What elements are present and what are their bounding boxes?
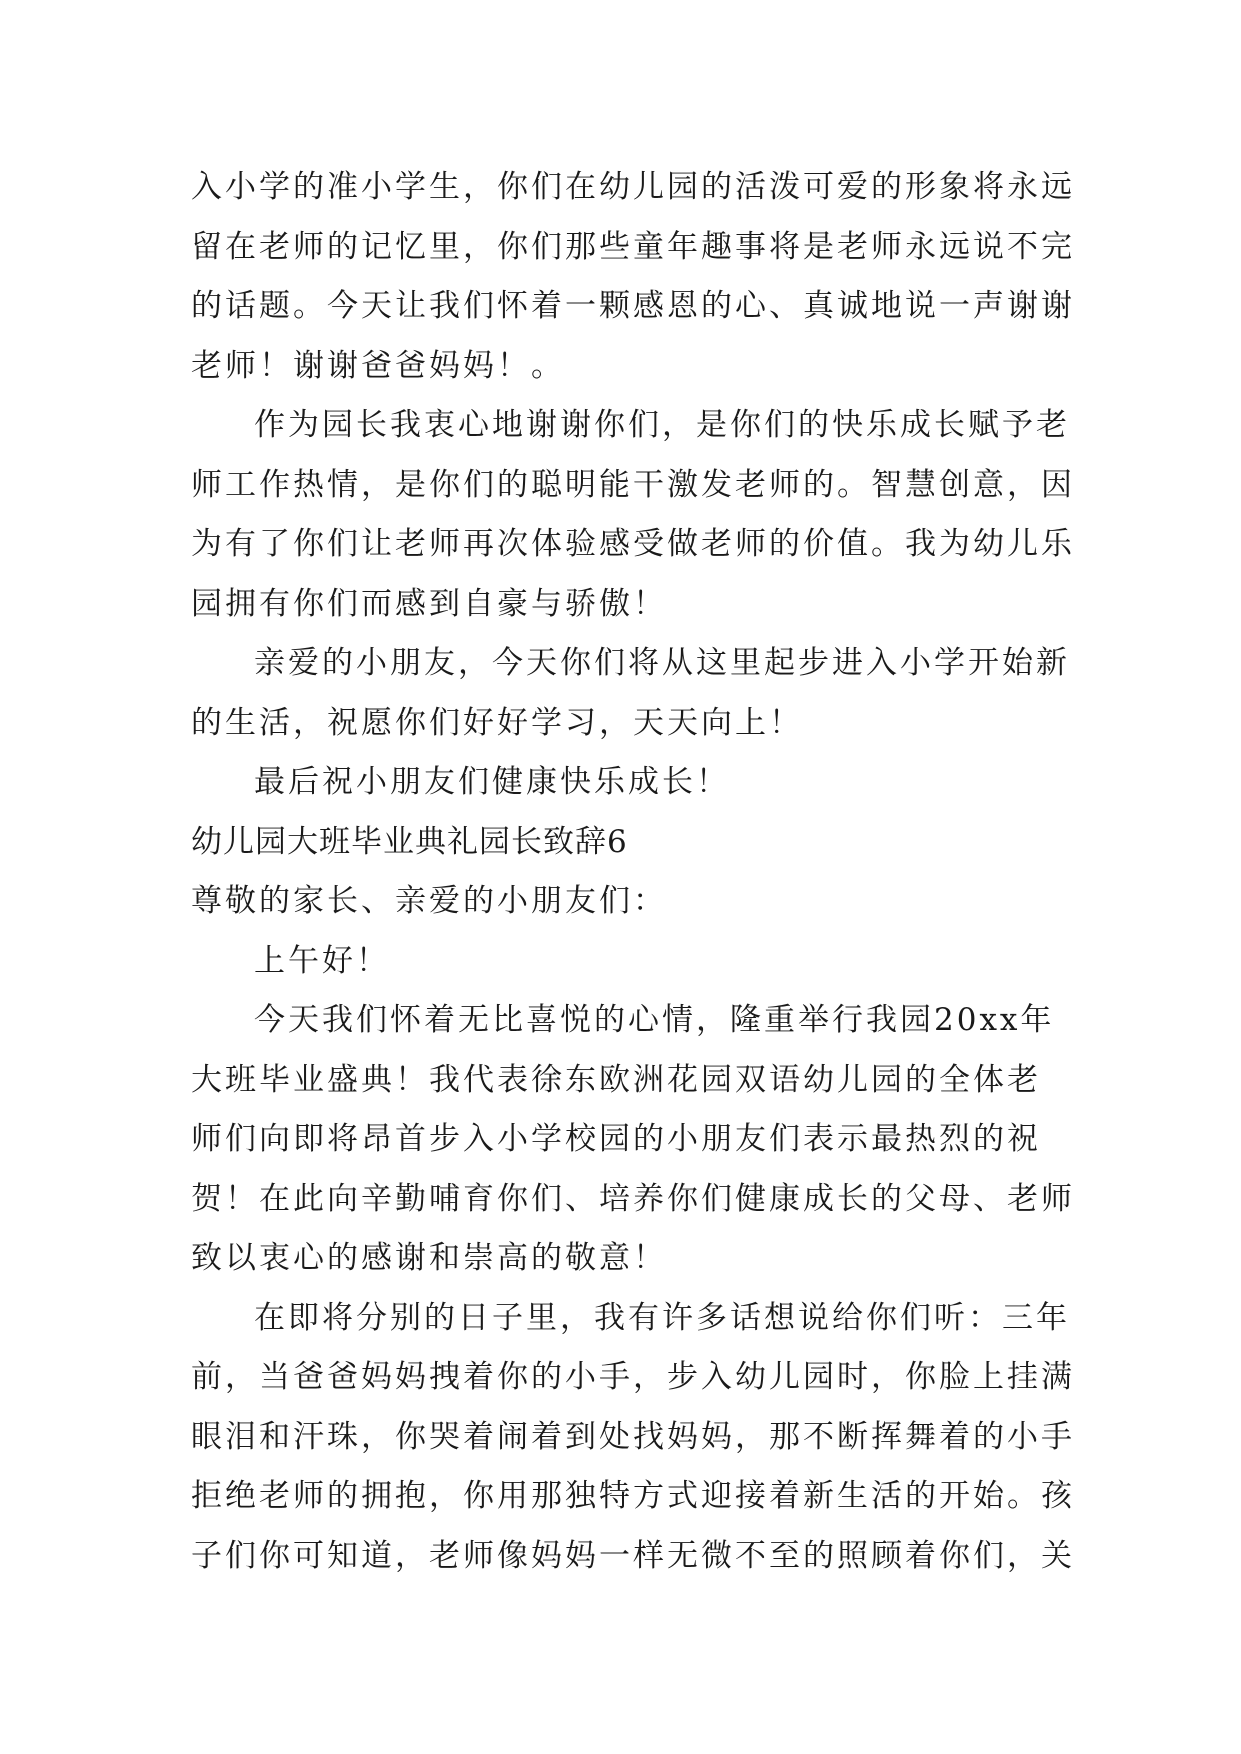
salutation: 尊敬的家长、亲爱的小朋友们：: [191, 883, 667, 919]
body-line: 眼泪和汗珠，你哭着闹着到处找妈妈，那不断挥舞着的小手: [191, 1418, 1075, 1455]
body-line: 老师！谢谢爸爸妈妈！。: [191, 347, 565, 384]
section-heading: 幼儿园大班毕业典礼园长致辞6: [191, 823, 628, 860]
body-line: 子们你可知道，老师像妈妈一样无微不至的照顾着你们，关: [191, 1537, 1075, 1574]
body-line: 贺！在此向辛勤哺育你们、培养你们健康成长的父母、老师: [191, 1180, 1075, 1217]
body-line: 师工作热情，是你们的聪明能干激发老师的。智慧创意，因: [191, 466, 1075, 503]
body-line: 的话题。今天让我们怀着一颗感恩的心、真诚地说一声谢谢: [191, 288, 1075, 324]
body-line: 亲爱的小朋友，今天你们将从这里起步进入小学开始新: [254, 645, 1070, 681]
body-line: 拒绝老师的拥抱，你用那独特方式迎接着新生活的开始。孩: [191, 1478, 1075, 1514]
body-line: 在即将分别的日子里，我有许多话想说给你们听：三年: [254, 1299, 1070, 1336]
body-line: 今天我们怀着无比喜悦的心情，隆重举行我园20xx年: [254, 1002, 1055, 1038]
body-line: 为有了你们让老师再次体验感受做老师的价值。我为幼儿乐: [191, 526, 1075, 562]
body-line: 的生活，祝愿你们好好学习，天天向上！: [191, 704, 803, 741]
body-line: 最后祝小朋友们健康快乐成长！: [254, 764, 730, 800]
body-line: 留在老师的记忆里，你们那些童年趣事将是老师永远说不完: [191, 228, 1075, 265]
body-line: 师们向即将昂首步入小学校园的小朋友们表示最热烈的祝: [191, 1121, 1041, 1157]
body-line: 前，当爸爸妈妈拽着你的小手，步入幼儿园时，你脸上挂满: [191, 1359, 1075, 1395]
body-line: 大班毕业盛典！我代表徐东欧洲花园双语幼儿园的全体老: [191, 1061, 1041, 1098]
body-line: 作为园长我衷心地谢谢你们，是你们的快乐成长赋予老: [254, 407, 1070, 443]
body-line: 园拥有你们而感到自豪与骄傲！: [191, 585, 667, 622]
body-line: 致以衷心的感谢和崇高的敬意！: [191, 1240, 667, 1276]
body-line: 入小学的准小学生，你们在幼儿园的活泼可爱的形象将永远: [191, 169, 1075, 205]
greeting: 上午好！: [254, 942, 390, 979]
document-body: [191, 158, 1075, 1586]
